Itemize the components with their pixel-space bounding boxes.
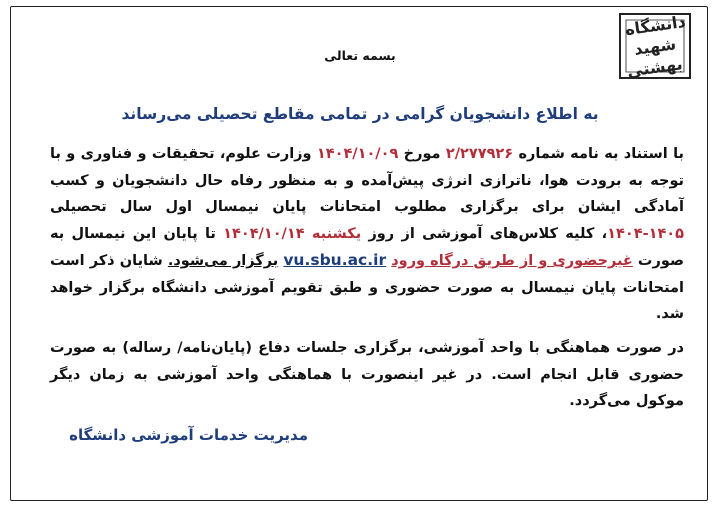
logo-lettering	[616, 10, 694, 82]
start-day-date: یکشنبه ۱۴۰۴/۱۰/۱۴	[223, 225, 362, 242]
letter-date: ۱۴۰۴/۱۰/۰۹	[316, 146, 399, 162]
signature-block	[69, 425, 308, 444]
notice-heading: به اطلاع دانشجویان گرامی در تمامی مقاطع تحصیلی می‌رساند	[121, 105, 599, 123]
p1-text-1: با استناد به نامه شماره	[513, 146, 684, 162]
logo-line-1: دانشگاه	[623, 11, 687, 39]
portal-link[interactable]: vu.sbu.ac.ir	[283, 251, 387, 269]
university-logo	[616, 10, 694, 82]
paragraph-main	[50, 141, 684, 328]
p1-text-3: وزارت علوم، تحقیقات و فناوری و با توجه به برودت هوا، ناترازی انرژی پیش‌آمده و به منظور رفاه حال دانشجویان و کسب آمادگی ایشان برای برگزاری مطلوب امتحانات پایان نیمسال اول سال تحصیلی	[50, 146, 684, 215]
letter-number: ۲/۲۷۷۹۲۶	[445, 146, 514, 162]
nonpresence-phrase: غیرحضوری و از طریق درگاه ورود	[391, 253, 633, 269]
signature: مدیریت خدمات آموزشی دانشگاه	[69, 426, 308, 444]
held-phrase: برگزار می‌شود.	[167, 253, 279, 269]
basmala: بسمه تعالی	[324, 48, 396, 63]
p1-text-6: شایان ذکر است امتحانات پایان نیمسال به صورت حضوری و طبق تقویم آموزشی دانشگاه برگزار خواهد شد.	[50, 253, 684, 322]
logo-line-2: شهید	[632, 33, 678, 59]
p1-text-5: تا پایان این نیمسال به صورت	[50, 225, 684, 269]
academic-year: ۱۴۰۵-۱۴۰۴	[607, 225, 684, 242]
p1-text-2: مورخ	[398, 146, 446, 162]
paragraph-defense: در صورت هماهنگی با واحد آموزشی، برگزاری جلسات دفاع (پایان‌نامه/ رساله) به صورت حضوری قابل انجام است. در غیر اینصورت با هماهنگی واحد آموزشی به زمان دیگر موکول می‌گردد.	[50, 340, 684, 409]
logo-line-3: بهشتی	[626, 53, 684, 81]
p1-text-4: ، کلیه کلاس‌های آموزشی از روز	[361, 225, 608, 242]
